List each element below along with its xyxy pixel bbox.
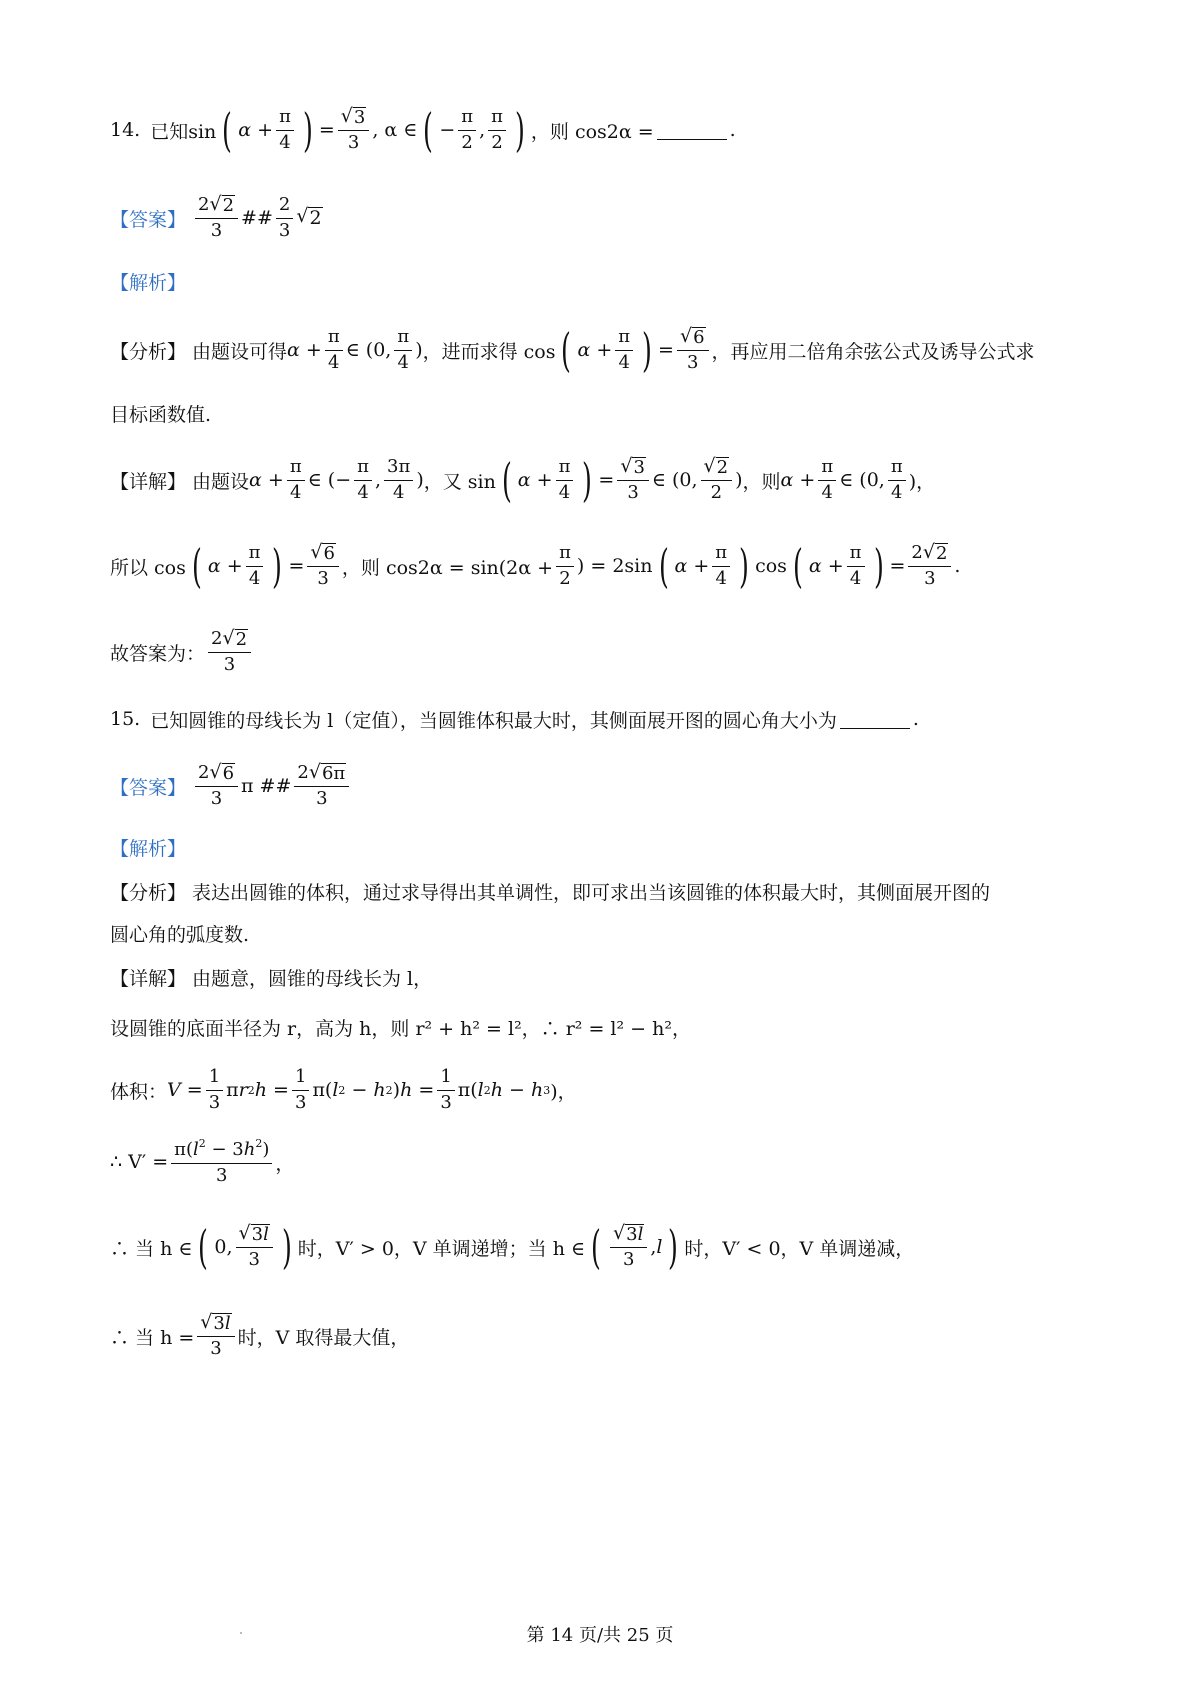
q14-derivation: 所以 cos ( α + $\frac{\pi}{4}$ ) = √ 6 3 ，则 cos2α = sin(2α + $\frac{\pi}{2}$ ) = 2sin ( α + $\frac{\pi}{4}$ ) cos ( α + $\frac{\pi}{4}$ ) = 2 √ 2 3 . xyxy=(110,539,961,593)
q15-stem: 15. 已知圆锥的母线长为 l（定值），当圆锥体积最大时，其侧面展开图的圆心角大小为 . xyxy=(110,708,919,732)
q14-xiangjie: 【详解】 由题设 α + $\frac{\pi}{4}$ ∈ (− $\frac{\pi}{4}$ , $\frac{3\pi}{4}$ ) ，又 sin ( α + $\frac{\pi}{4}$ ) = √ 3 3 ∈ (0, √ 2 2 ) ，则 α + $\frac{\pi}{4}$ ∈ (0, $\frac{\pi}{4}$ )， xyxy=(110,453,936,507)
analysis-tag: 【解析】 xyxy=(110,837,187,860)
q14-stem-pre: 已知sin xyxy=(150,120,217,143)
q14-fenxi: 【分析】 由题设可得 α + $\frac{\pi}{4}$ ∈ (0, $\frac{\pi}{4}$ ) ，进而求得 cos ( α + $\frac{\pi}{4}$ ) = √ 6 3 ，再应用二倍角余弦公式及诱导公式求 xyxy=(110,323,1035,377)
q15-max: ∴ 当 h = √ 3l 3 时，V 取得最大值， xyxy=(110,1310,410,1359)
analysis-tag: 【解析】 xyxy=(110,271,187,294)
page-footer: 第 14 页/共 25 页 xyxy=(526,1625,674,1646)
xiangjie-tag: 【详解】 xyxy=(110,470,187,493)
q14-final: 故答案为： 2 √ 2 3 xyxy=(110,620,1105,684)
q15-line-r: 设圆锥的底面半径为 r，高为 h，则 r² + h² = l²，∴ r² = l² − h²， xyxy=(110,1017,691,1040)
q15-xiangjie: 【详解】 由题意，圆锥的母线长为 l， xyxy=(110,962,1105,992)
q15-fenxi-cont: 圆心角的弧度数. xyxy=(110,923,250,946)
answer-tag: 【答案】 xyxy=(110,776,187,799)
fenxi-tag: 【分析】 xyxy=(110,881,187,904)
q14-number: 14. xyxy=(110,119,141,141)
q15-derivative: ∴ V′ = $\frac{\pi(l^2 - 3h^2)}{3}$ ， xyxy=(110,1136,295,1186)
q14-stem-post: ，则 cos2α = xyxy=(530,120,654,143)
xiangjie-tag: 【详解】 xyxy=(110,967,187,990)
q14-fenxi-cont: 目标函数值. xyxy=(110,403,212,426)
q15-analysis xyxy=(110,832,1105,862)
q14-stem: 14. 已知sin ( α + $\frac{\pi}{4}$ ) = √ 3 3 , α ∈ ( − $\frac{\pi}{2}$ , $\frac{\pi}{2}$ ) ，则 cos2α = . xyxy=(110,103,736,157)
answer-tag: 【答案】 xyxy=(110,208,187,231)
q15-volume: 体积： V = $\frac{1}{3}$ π r 2 h = $\frac{1}{3}$ π( l 2 − h 2 ) h = $\frac{1}{3}$ π( l 2 h − h 3 )， xyxy=(110,1065,577,1113)
answer-blank xyxy=(840,710,910,729)
q14-stem-mid: , α ∈ xyxy=(372,119,418,141)
q15-answer: 【答案】 2 √ 6 3 π ## 2 √ 6π 3 xyxy=(110,756,1105,816)
fenxi-tag: 【分析】 xyxy=(110,340,187,363)
q14-answer: 【答案】 2 √ 2 3 ## $\frac{2}{3}$ √ 2 xyxy=(110,192,322,241)
q15-number: 15. xyxy=(110,708,141,730)
answer-blank xyxy=(657,121,727,140)
q15-fenxi: 【分析】 表达出圆锥的体积，通过求导得出其单调性，即可求出当该圆锥的体积最大时，其侧面展开图的 xyxy=(110,876,1105,906)
q15-monotonic: ∴ 当 h ∈ ( 0, √ 3l 3 ) 时，V′ > 0，V 单调递增；当 h ∈ ( √ 3l 3 , l ) 时，V′ < 0，V 单调递减， xyxy=(110,1220,915,1274)
q14-analysis xyxy=(110,266,1105,296)
